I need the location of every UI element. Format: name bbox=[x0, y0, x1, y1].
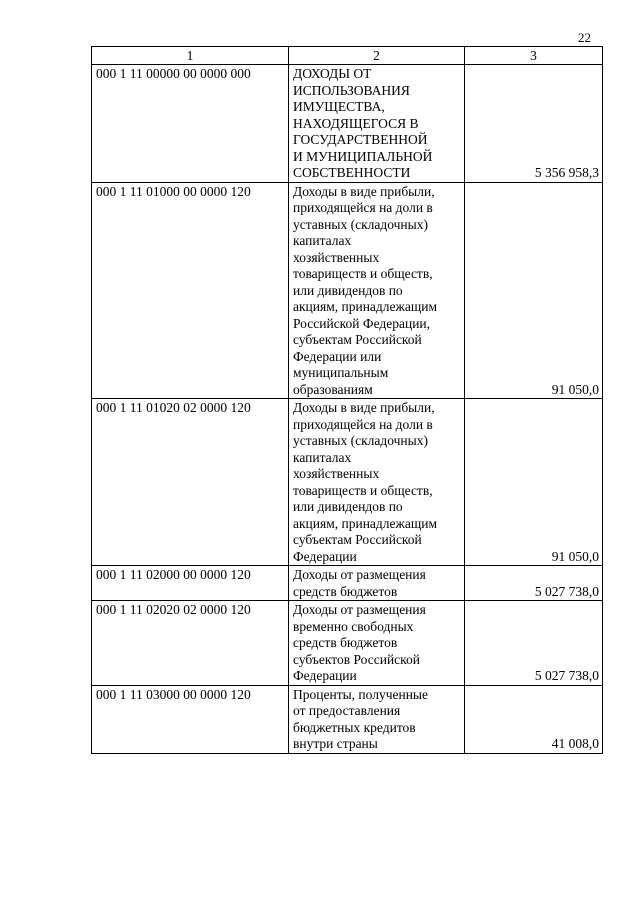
revenue-name: Доходы от размещения средств бюджетов bbox=[289, 566, 465, 601]
classification-code: 000 1 11 00000 00 0000 000 bbox=[92, 65, 289, 183]
table-row bbox=[92, 566, 603, 601]
amount-value: 91 050,0 bbox=[465, 399, 603, 566]
table-row bbox=[92, 182, 603, 399]
revenue-name: Доходы в виде прибыли, приходящейся на доли в уставных (складочных) капиталах хозяйственных товариществ и обществ, или дивидендов по акциям, принадлежащим Российской Федерации, субъектам Российской Федерации или муниципальным образованиям bbox=[289, 182, 465, 399]
revenue-name: Доходы от размещения временно свободных средств бюджетов субъектов Российской Федерации bbox=[289, 601, 465, 686]
table-header bbox=[92, 47, 603, 65]
table-body bbox=[92, 65, 603, 754]
classification-code: 000 1 11 02020 02 0000 120 bbox=[92, 601, 289, 686]
amount-value: 41 008,0 bbox=[465, 685, 603, 753]
amount-value: 91 050,0 bbox=[465, 182, 603, 399]
header-row bbox=[92, 47, 603, 65]
table-row bbox=[92, 399, 603, 566]
amount-value: 5 356 958,3 bbox=[465, 65, 603, 183]
revenue-name: Проценты, полученные от предоставления бюджетных кредитов внутри страны bbox=[289, 685, 465, 753]
revenue-name: ДОХОДЫ ОТ ИСПОЛЬЗОВАНИЯ ИМУЩЕСТВА, НАХОДЯЩЕГОСЯ В ГОСУДАРСТВЕННОЙ И МУНИЦИПАЛЬНОЙ СОБСТВЕННОСТИ bbox=[289, 65, 465, 183]
classification-code: 000 1 11 01020 02 0000 120 bbox=[92, 399, 289, 566]
amount-value: 5 027 738,0 bbox=[465, 566, 603, 601]
revenue-name: Доходы в виде прибыли, приходящейся на доли в уставных (складочных) капиталах хозяйственных товариществ и обществ, или дивидендов по акциям, принадлежащим субъектам Российской Федерации bbox=[289, 399, 465, 566]
budget-revenue-table bbox=[91, 46, 603, 754]
column-header-3: 3 bbox=[465, 47, 603, 65]
amount-value: 5 027 738,0 bbox=[465, 601, 603, 686]
column-header-2: 2 bbox=[289, 47, 465, 65]
table-row bbox=[92, 685, 603, 753]
column-header-1: 1 bbox=[92, 47, 289, 65]
page-number: 22 bbox=[578, 30, 591, 45]
table-row bbox=[92, 601, 603, 686]
classification-code: 000 1 11 01000 00 0000 120 bbox=[92, 182, 289, 399]
classification-code: 000 1 11 03000 00 0000 120 bbox=[92, 685, 289, 753]
classification-code: 000 1 11 02000 00 0000 120 bbox=[92, 566, 289, 601]
table-row bbox=[92, 65, 603, 183]
